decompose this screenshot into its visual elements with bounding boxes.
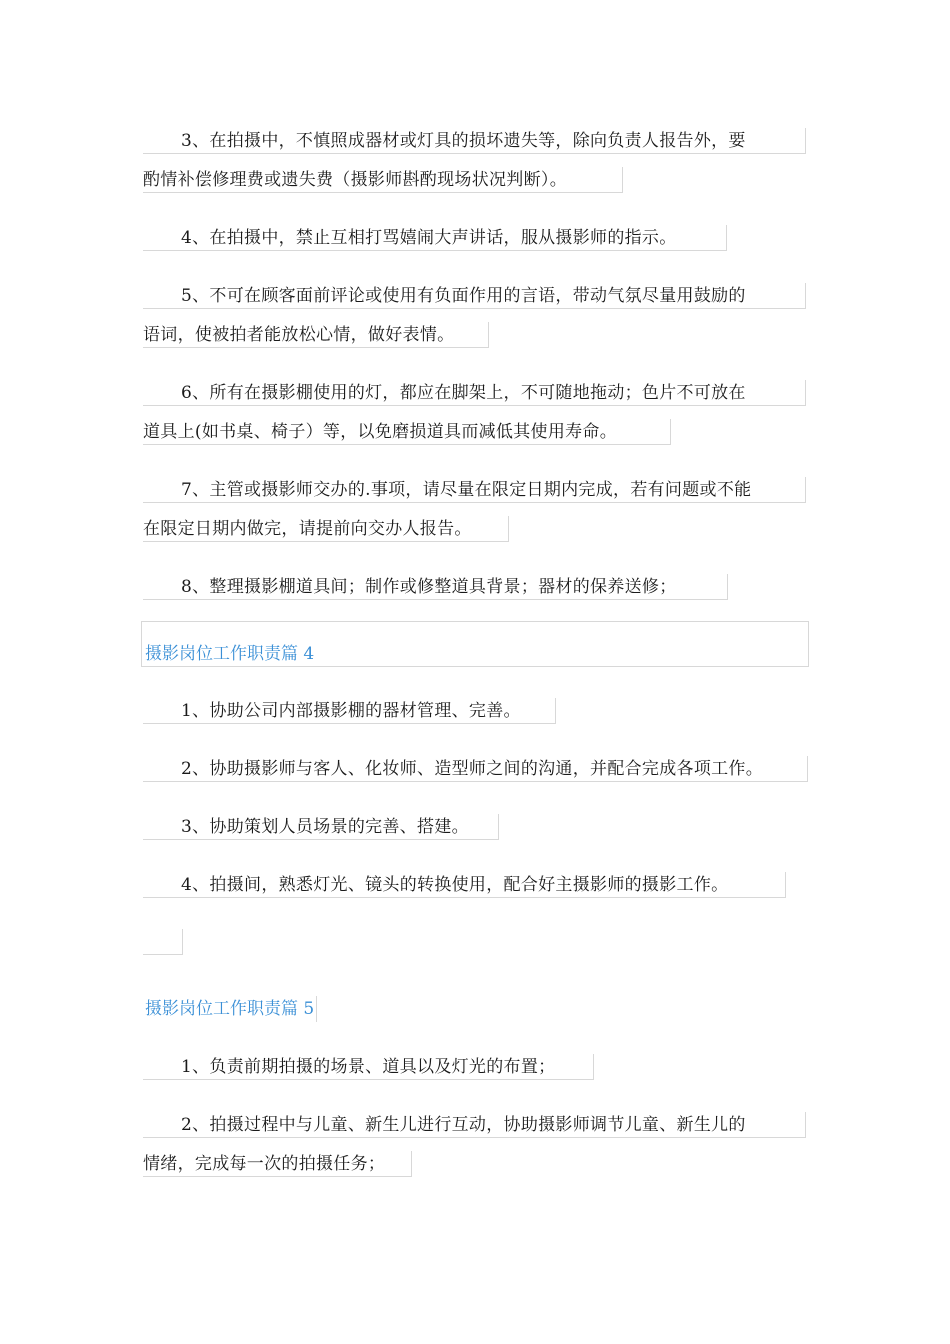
section-5-item-1-line-1: 1、负责前期拍摄的场景、道具以及灯光的布置； (143, 1054, 594, 1080)
empty-paragraph-box (143, 929, 183, 955)
item-3-line-1: 3、在拍摄中，不慎照成器材或灯具的损坏遗失等，除向负责人报告外，要 (143, 128, 806, 154)
item-7-line-2: 在限定日期内做完，请提前向交办人报告。 (143, 516, 509, 542)
item-5-line-1: 5、不可在顾客面前评论或使用有负面作用的言语，带动气氛尽量用鼓励的 (143, 283, 806, 309)
item-7-line-1: 7、主管或摄影师交办的.事项，请尽量在限定日期内完成，若有问题或不能 (143, 477, 806, 503)
section-4-item-2: 2、协助摄影师与客人、化妆师、造型师之间的沟通，并配合完成各项工作。 (143, 756, 808, 782)
section-5-heading: 摄影岗位工作职责篇 5 (145, 996, 317, 1022)
item-5-line-2: 语词，使被拍者能放松心情，做好表情。 (143, 322, 489, 348)
section-4-item-1: 1、协助公司内部摄影棚的器材管理、完善。 (143, 698, 556, 724)
item-6-line-2: 道具上(如书桌、椅子）等，以免磨损道具而减低其使用寿命。 (143, 419, 671, 445)
item-3-line-2: 酌情补偿修理费或遗失费（摄影师斟酌现场状况判断）。 (143, 167, 623, 193)
section-4-heading: 摄影岗位工作职责篇 4 (145, 644, 315, 664)
section-4-item-3: 3、协助策划人员场景的完善、搭建。 (143, 814, 499, 840)
section-5-item-2-line-2: 情绪，完成每一次的拍摄任务； (143, 1151, 412, 1177)
section-4-item-4: 4、拍摄间，熟悉灯光、镜头的转换使用，配合好主摄影师的摄影工作。 (143, 872, 786, 898)
item-8-line-1: 8、整理摄影棚道具间；制作或修整道具背景；器材的保养送修； (143, 574, 728, 600)
section-5-item-2-line-1: 2、拍摄过程中与儿童、新生儿进行互动，协助摄影师调节儿童、新生儿的 (143, 1112, 806, 1138)
item-6-line-1: 6、所有在摄影棚使用的灯，都应在脚架上，不可随地拖动；色片不可放在 (143, 380, 806, 406)
item-4-line-1: 4、在拍摄中，禁止互相打骂嬉闹大声讲话，服从摄影师的指示。 (143, 225, 727, 251)
